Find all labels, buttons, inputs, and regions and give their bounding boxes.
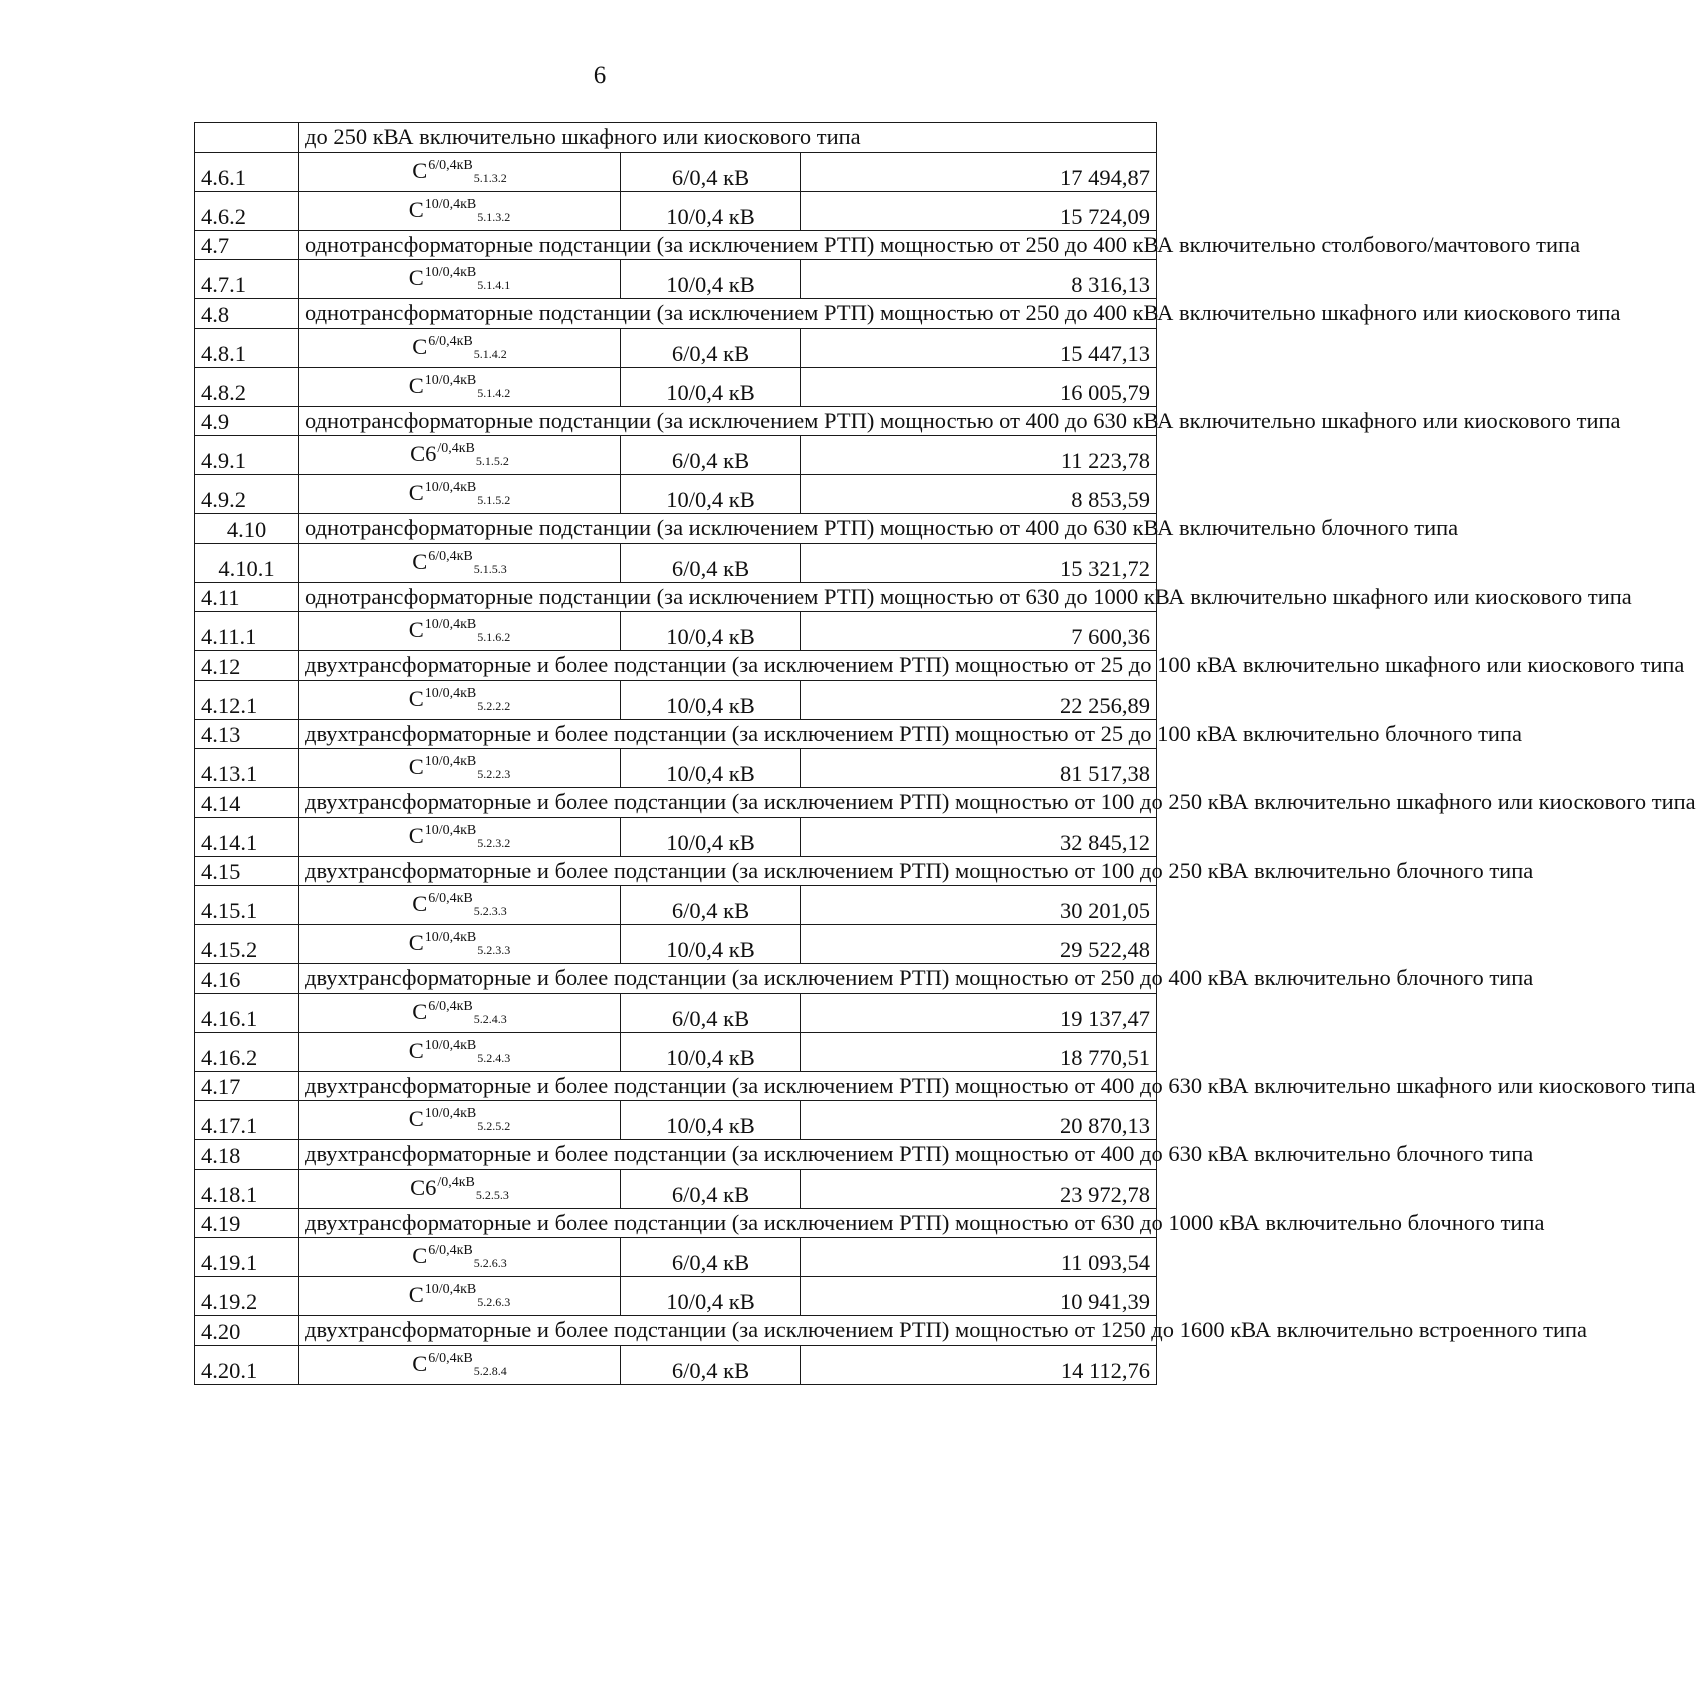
row-number: 4.16	[195, 964, 299, 994]
row-number: 4.18	[195, 1140, 299, 1170]
table-row-section	[195, 651, 1157, 681]
rate-code-subscript: 5.2.4.3	[473, 1011, 507, 1026]
price-cell: 11 223,78	[801, 436, 1157, 475]
row-description: двухтрансформаторные и более подстанции (за исключением РТП) мощностью от 25 до 100 кВА включительно шкафного или киоскового типа	[299, 651, 1157, 681]
rate-code-subscript: 5.1.3.2	[477, 209, 511, 224]
rate-code	[299, 260, 621, 299]
price-cell: 22 256,89	[801, 680, 1157, 719]
rate-code-superscript: 10/0,4кВ	[424, 196, 477, 212]
table-row-rate	[195, 475, 1157, 514]
table-row-rate	[195, 886, 1157, 925]
row-number: 4.19.2	[195, 1277, 299, 1316]
rate-code	[299, 1345, 621, 1384]
voltage-cell: 10/0,4 кВ	[621, 817, 801, 856]
rate-code-subscript: 5.2.5.3	[475, 1187, 509, 1202]
rate-code-base: С	[408, 372, 424, 398]
table-row-rate	[195, 612, 1157, 651]
rate-code-base: С6	[410, 1174, 437, 1200]
price-cell: 17 494,87	[801, 152, 1157, 191]
voltage-cell: 6/0,4 кВ	[621, 1238, 801, 1277]
row-number: 4.9.2	[195, 475, 299, 514]
rate-code-superscript: /0,4кВ	[437, 1174, 475, 1190]
table-row-section	[195, 1140, 1157, 1170]
price-cell: 11 093,54	[801, 1238, 1157, 1277]
rate-code-base: С	[412, 998, 428, 1024]
voltage-cell: 6/0,4 кВ	[621, 886, 801, 925]
rate-code-superscript: 10/0,4кВ	[424, 754, 477, 769]
rate-code-base: С	[408, 617, 424, 642]
price-cell: 19 137,47	[801, 993, 1157, 1032]
row-number: 4.8.2	[195, 367, 299, 406]
rate-code	[299, 886, 621, 925]
rate-code	[299, 543, 621, 582]
price-cell: 10 941,39	[801, 1277, 1157, 1316]
row-number: 4.6.2	[195, 191, 299, 230]
voltage-cell: 10/0,4 кВ	[621, 680, 801, 719]
rate-code-subscript: 5.2.6.3	[477, 1295, 511, 1309]
rate-code-base: С	[408, 1282, 424, 1307]
rate-code-subscript: 5.1.6.2	[477, 630, 511, 644]
row-number: 4.9	[195, 406, 299, 436]
rate-code	[299, 749, 621, 788]
rate-code-superscript: 6/0,4кВ	[428, 891, 473, 906]
rate-code-superscript: 10/0,4кВ	[424, 685, 477, 701]
table-row-rate	[195, 436, 1157, 475]
row-number: 4.7	[195, 230, 299, 260]
rate-code-superscript: 6/0,4кВ	[428, 157, 473, 173]
row-number: 4.13.1	[195, 749, 299, 788]
rate-code	[299, 993, 621, 1032]
table-row-rate	[195, 1169, 1157, 1208]
page-number: 6	[593, 62, 607, 89]
rate-code-subscript: 5.2.3.3	[477, 943, 511, 957]
rate-code-base: С	[412, 333, 428, 359]
rate-code-base: С	[408, 480, 424, 505]
table-row-rate	[195, 1277, 1157, 1316]
voltage-cell: 6/0,4 кВ	[621, 1345, 801, 1384]
rate-code-subscript: 5.2.6.3	[473, 1256, 507, 1270]
table-row-section	[195, 1071, 1157, 1101]
table-row-rate	[195, 1032, 1157, 1071]
table-row-rate	[195, 328, 1157, 367]
row-number: 4.10	[195, 514, 299, 544]
table-row-section	[195, 582, 1157, 612]
rate-code	[299, 612, 621, 651]
row-number: 4.17	[195, 1071, 299, 1101]
table-row-rate	[195, 152, 1157, 191]
row-number: 4.12	[195, 651, 299, 681]
table-row-rate	[195, 191, 1157, 230]
row-description: до 250 кВА включительно шкафного или киоскового типа	[299, 123, 1157, 153]
voltage-cell: 10/0,4 кВ	[621, 925, 801, 964]
row-description: однотрансформаторные подстанции (за исключением РТП) мощностью от 400 до 630 кВА включительно блочного типа	[299, 514, 1157, 544]
table-row-section	[195, 788, 1157, 818]
row-number: 4.19.1	[195, 1238, 299, 1277]
row-number: 4.12.1	[195, 680, 299, 719]
rate-code	[299, 475, 621, 514]
price-cell: 20 870,13	[801, 1101, 1157, 1140]
voltage-cell: 10/0,4 кВ	[621, 260, 801, 299]
price-cell: 30 201,05	[801, 886, 1157, 925]
row-description: двухтрансформаторные и более подстанции (за исключением РТП) мощностью от 25 до 100 кВА включительно блочного типа	[299, 719, 1157, 749]
row-number: 4.15.1	[195, 886, 299, 925]
rate-code-subscript: 5.2.3.3	[473, 904, 507, 918]
row-number: 4.13	[195, 719, 299, 749]
table-row-section	[195, 230, 1157, 260]
rate-code-base: С	[408, 1037, 424, 1063]
rate-code-subscript: 5.2.3.2	[477, 835, 511, 850]
rate-code-base: С	[412, 157, 428, 183]
price-cell: 16 005,79	[801, 367, 1157, 406]
table-row-rate	[195, 993, 1157, 1032]
voltage-cell: 10/0,4 кВ	[621, 749, 801, 788]
rate-code-superscript: 10/0,4кВ	[424, 480, 477, 495]
price-cell: 23 972,78	[801, 1169, 1157, 1208]
rate-code-subscript: 5.2.2.2	[477, 698, 511, 713]
rate-code	[299, 1169, 621, 1208]
row-number: 4.18.1	[195, 1169, 299, 1208]
row-description: двухтрансформаторные и более подстанции (за исключением РТП) мощностью от 400 до 630 кВА включительно блочного типа	[299, 1140, 1157, 1170]
row-number: 4.15	[195, 856, 299, 886]
rate-code	[299, 367, 621, 406]
table-row-rate	[195, 367, 1157, 406]
rate-code-superscript: 10/0,4кВ	[424, 822, 477, 838]
table-row-section	[195, 299, 1157, 329]
voltage-cell: 10/0,4 кВ	[621, 1101, 801, 1140]
rate-code-superscript: 10/0,4кВ	[424, 617, 477, 632]
rate-code-subscript: 5.1.5.2	[475, 454, 509, 468]
rate-code	[299, 1101, 621, 1140]
rate-code-subscript: 5.1.4.2	[473, 346, 507, 361]
price-cell: 7 600,36	[801, 612, 1157, 651]
table-row-section	[195, 719, 1157, 749]
price-cell: 29 522,48	[801, 925, 1157, 964]
rate-code-subscript: 5.2.4.3	[477, 1050, 511, 1065]
voltage-cell: 10/0,4 кВ	[621, 475, 801, 514]
rate-code-superscript: 10/0,4кВ	[424, 1106, 477, 1121]
rate-code-subscript: 5.1.4.1	[477, 278, 511, 292]
table-row-rate	[195, 680, 1157, 719]
rate-code-subscript: 5.2.8.4	[473, 1363, 507, 1378]
row-number: 4.19	[195, 1208, 299, 1238]
row-number: 4.14	[195, 788, 299, 818]
price-cell: 18 770,51	[801, 1032, 1157, 1071]
rate-code-base: С	[408, 685, 424, 711]
row-number: 4.11	[195, 582, 299, 612]
voltage-cell: 6/0,4 кВ	[621, 436, 801, 475]
row-description: однотрансформаторные подстанции (за исключением РТП) мощностью от 630 до 1000 кВА включительно шкафного или киоскового типа	[299, 582, 1157, 612]
table-row-rate	[195, 1345, 1157, 1384]
row-number: 4.9.1	[195, 436, 299, 475]
price-cell: 15 447,13	[801, 328, 1157, 367]
row-number: 4.11.1	[195, 612, 299, 651]
row-number-cell	[195, 123, 299, 153]
rate-code-subscript: 5.1.5.2	[477, 493, 511, 507]
rate-code-subscript: 5.2.5.2	[477, 1119, 511, 1133]
row-description: двухтрансформаторные и более подстанции (за исключением РТП) мощностью от 400 до 630 кВА включительно шкафного или киоскового типа	[299, 1071, 1157, 1101]
row-number: 4.15.2	[195, 925, 299, 964]
row-description: двухтрансформаторные и более подстанции (за исключением РТП) мощностью от 630 до 1000 кВА включительно блочного типа	[299, 1208, 1157, 1238]
rate-code-base: С	[412, 1350, 428, 1376]
row-number: 4.20	[195, 1316, 299, 1346]
table-row-section	[195, 406, 1157, 436]
voltage-cell: 10/0,4 кВ	[621, 1032, 801, 1071]
rate-code-superscript: 10/0,4кВ	[424, 265, 477, 280]
rate-code	[299, 925, 621, 964]
voltage-cell: 10/0,4 кВ	[621, 191, 801, 230]
price-cell: 81 517,38	[801, 749, 1157, 788]
price-cell: 15 724,09	[801, 191, 1157, 230]
rate-code-base: С	[408, 754, 424, 779]
row-description: двухтрансформаторные и более подстанции (за исключением РТП) мощностью от 250 до 400 кВА включительно блочного типа	[299, 964, 1157, 994]
row-description: однотрансформаторные подстанции (за исключением РТП) мощностью от 250 до 400 кВА включительно шкафного или киоскового типа	[299, 299, 1157, 329]
rate-code-base: С	[408, 822, 424, 848]
rate-code-superscript: 6/0,4кВ	[428, 548, 473, 564]
table-row-rate	[195, 817, 1157, 856]
voltage-cell: 10/0,4 кВ	[621, 367, 801, 406]
rate-code	[299, 817, 621, 856]
table-row-rate	[195, 543, 1157, 582]
rate-code-base: С	[408, 1106, 424, 1131]
row-description: двухтрансформаторные и более подстанции (за исключением РТП) мощностью от 100 до 250 кВА включительно блочного типа	[299, 856, 1157, 886]
rate-code	[299, 1032, 621, 1071]
rate-code-subscript: 5.1.3.2	[473, 170, 507, 185]
row-description: двухтрансформаторные и более подстанции (за исключением РТП) мощностью от 1250 до 1600 кВА включительно встроенного типа	[299, 1316, 1157, 1346]
row-description: двухтрансформаторные и более подстанции (за исключением РТП) мощностью от 100 до 250 кВА включительно шкафного или киоскового типа	[299, 788, 1157, 818]
row-number: 4.17.1	[195, 1101, 299, 1140]
voltage-cell: 10/0,4 кВ	[621, 1277, 801, 1316]
rates-table-body	[195, 123, 1696, 1385]
voltage-cell: 10/0,4 кВ	[621, 612, 801, 651]
table-row-section	[195, 1316, 1157, 1346]
rate-code	[299, 1277, 621, 1316]
table-row-continuation	[195, 123, 1157, 153]
voltage-cell: 6/0,4 кВ	[621, 1169, 801, 1208]
rate-code-base: С	[408, 196, 424, 222]
price-cell: 8 316,13	[801, 260, 1157, 299]
row-number: 4.6.1	[195, 152, 299, 191]
table-row-rate	[195, 1238, 1157, 1277]
table-row-section	[195, 514, 1157, 544]
rate-code	[299, 191, 621, 230]
row-number: 4.20.1	[195, 1345, 299, 1384]
rate-code-superscript: 6/0,4кВ	[428, 998, 473, 1014]
rate-code-base: С	[412, 891, 428, 916]
rate-code-base: С	[408, 265, 424, 290]
row-description: однотрансформаторные подстанции (за исключением РТП) мощностью от 250 до 400 кВА включительно столбового/мачтового типа	[299, 230, 1157, 260]
rate-code-subscript: 5.2.2.3	[477, 767, 511, 781]
row-number: 4.7.1	[195, 260, 299, 299]
voltage-cell: 6/0,4 кВ	[621, 152, 801, 191]
row-description: однотрансформаторные подстанции (за исключением РТП) мощностью от 400 до 630 кВА включительно шкафного или киоскового типа	[299, 406, 1157, 436]
rate-code-base: С	[412, 1243, 428, 1268]
table-row-rate	[195, 1101, 1157, 1140]
table-row-section	[195, 1208, 1157, 1238]
voltage-cell: 6/0,4 кВ	[621, 328, 801, 367]
rate-code-superscript: 6/0,4кВ	[428, 1350, 473, 1366]
rate-code-superscript: 10/0,4кВ	[424, 372, 477, 388]
rate-code	[299, 680, 621, 719]
voltage-cell: 6/0,4 кВ	[621, 543, 801, 582]
table-row-section	[195, 856, 1157, 886]
price-cell: 8 853,59	[801, 475, 1157, 514]
rate-code	[299, 328, 621, 367]
row-number: 4.14.1	[195, 817, 299, 856]
rate-code-superscript: 10/0,4кВ	[424, 1037, 477, 1053]
rate-code-subscript: 5.1.4.2	[477, 385, 511, 400]
rate-code-superscript: 6/0,4кВ	[428, 1243, 473, 1258]
row-number: 4.16.1	[195, 993, 299, 1032]
rate-code-base: С	[408, 930, 424, 955]
table-row-rate	[195, 260, 1157, 299]
rate-code	[299, 152, 621, 191]
rate-code-subscript: 5.1.5.3	[473, 561, 507, 576]
rate-code-superscript: /0,4кВ	[437, 441, 475, 456]
rate-code-base: С6	[410, 441, 437, 466]
price-cell: 32 845,12	[801, 817, 1157, 856]
row-number: 4.10.1	[195, 543, 299, 582]
rate-code-superscript: 6/0,4кВ	[428, 333, 473, 349]
table-row-section	[195, 964, 1157, 994]
rate-code-superscript: 10/0,4кВ	[424, 1282, 477, 1297]
price-cell: 15 321,72	[801, 543, 1157, 582]
rate-code-base: С	[412, 548, 428, 574]
table-row-rate	[195, 749, 1157, 788]
row-number: 4.16.2	[195, 1032, 299, 1071]
table-row-rate	[195, 925, 1157, 964]
rate-code-superscript: 10/0,4кВ	[424, 930, 477, 945]
rates-table	[194, 122, 1696, 1385]
voltage-cell: 6/0,4 кВ	[621, 993, 801, 1032]
row-number: 4.8	[195, 299, 299, 329]
row-number: 4.8.1	[195, 328, 299, 367]
price-cell: 14 112,76	[801, 1345, 1157, 1384]
rate-code	[299, 1238, 621, 1277]
rate-code	[299, 436, 621, 475]
